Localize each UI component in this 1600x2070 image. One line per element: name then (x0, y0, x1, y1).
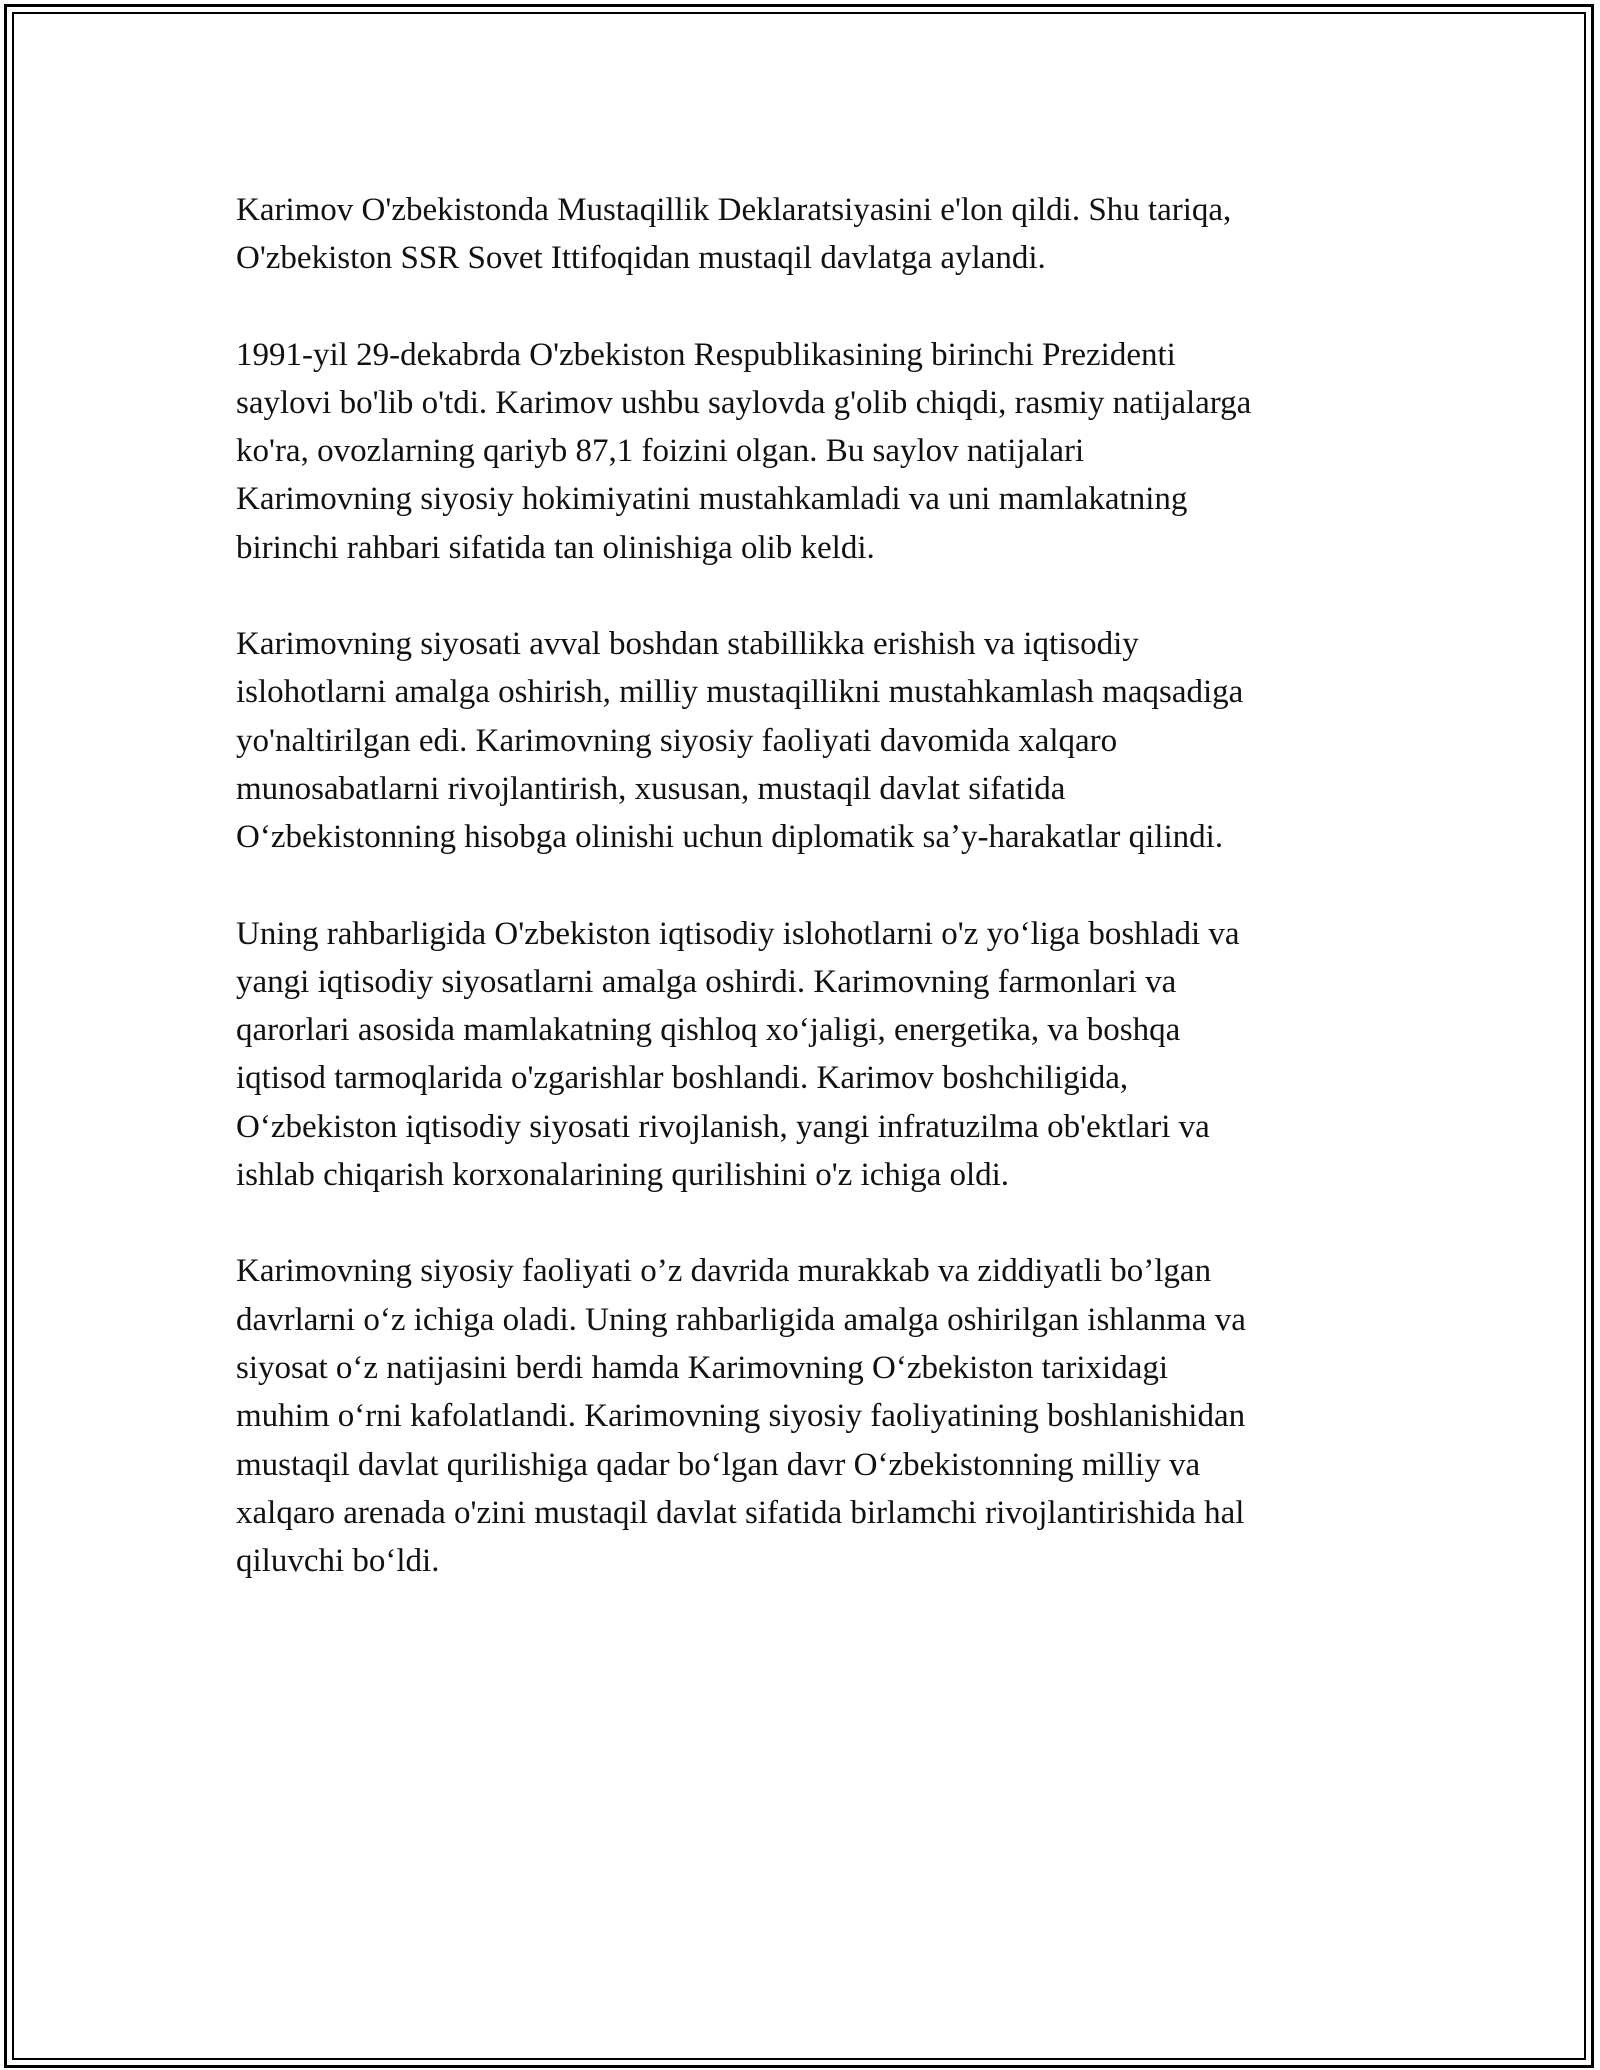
text-line: Karimovning siyosati avval boshdan stabillikka erishish va iqtisodiy (236, 626, 1139, 663)
text-line: O'zbekiston SSR Sovet Ittifoqidan mustaqil davlatga aylandi. (236, 240, 1046, 277)
paragraph-declaration (236, 186, 1386, 283)
text-line: xalqaro arenada o'zini mustaqil davlat sifatida birlamchi rivojlantirishida hal (236, 1494, 1245, 1531)
paragraph-policy (236, 620, 1386, 861)
text-line: siyosat oʻz natijasini berdi hamda Karimovning Oʻzbekiston tarixidagi (236, 1349, 1169, 1386)
text-line: Oʻzbekiston iqtisodiy siyosati rivojlanish, yangi infratuzilma ob'ektlari va (236, 1108, 1210, 1145)
paragraph-legacy (236, 1247, 1386, 1585)
text-line: yangi iqtisodiy siyosatlarni amalga oshirdi. Karimovning farmonlari va (236, 963, 1177, 1000)
text-line: davrlarni oʻz ichiga oladi. Uning rahbarligida amalga oshirilgan ishlanma va (236, 1301, 1246, 1338)
text-line: iqtisod tarmoqlarida o'zgarishlar boshlandi. Karimov boshchiligida, (236, 1060, 1129, 1097)
text-line: Karimovning siyosiy hokimiyatini mustahkamladi va uni mamlakatning (236, 481, 1188, 518)
text-line: munosabatlarni rivojlantirish, xususan, mustaqil davlat sifatida (236, 770, 1066, 807)
text-line: saylovi bo'lib o'tdi. Karimov ushbu saylovda g'olib chiqdi, rasmiy natijalarga (236, 384, 1252, 421)
text-line: yo'naltirilgan edi. Karimovning siyosiy faoliyati davomida xalqaro (236, 722, 1118, 759)
text-line: ko'ra, ovozlarning qariyb 87,1 foizini olgan. Bu saylov natijalari (236, 433, 1085, 470)
text-line: qiluvchi boʻldi. (236, 1543, 440, 1580)
text-line: birinchi rahbari sifatida tan olinishiga olib keldi. (236, 529, 875, 566)
text-line: Karimovning siyosiy faoliyati o’z davrida murakkab va ziddiyatli bo’lgan (236, 1253, 1212, 1290)
paragraph-election (236, 331, 1386, 572)
text-line: ishlab chiqarish korxonalarining qurilishini o'z ichiga oldi. (236, 1157, 1010, 1194)
text-line: qarorlari asosida mamlakatning qishloq xoʻjaligi, energetika, va boshqa (236, 1012, 1181, 1049)
text-line: Uning rahbarligida O'zbekiston iqtisodiy islohotlarni o'z yoʻliga boshladi va (236, 915, 1240, 952)
paragraph-economy (236, 910, 1386, 1200)
text-line: Karimov O'zbekistonda Mustaqillik Deklaratsiyasini e'lon qildi. Shu tariqa, (236, 192, 1232, 228)
text-line: Oʻzbekistonning hisobga olinishi uchun diplomatik saʼy-harakatlar qilindi. (236, 819, 1224, 856)
text-line: mustaqil davlat qurilishiga qadar boʻlgan davr Oʻzbekistonning milliy va (236, 1446, 1201, 1483)
text-line: islohotlarni amalga oshirish, milliy mustaqillikni mustahkamlash maqsadiga (236, 674, 1244, 711)
text-line: muhim oʻrni kafolatlandi. Karimovning siyosiy faoliyatining boshlanishidan (236, 1398, 1246, 1435)
text-line: 1991-yil 29-dekabrda O'zbekiston Respublikasining birinchi Prezidenti (236, 336, 1176, 373)
document-body (236, 186, 1386, 1633)
